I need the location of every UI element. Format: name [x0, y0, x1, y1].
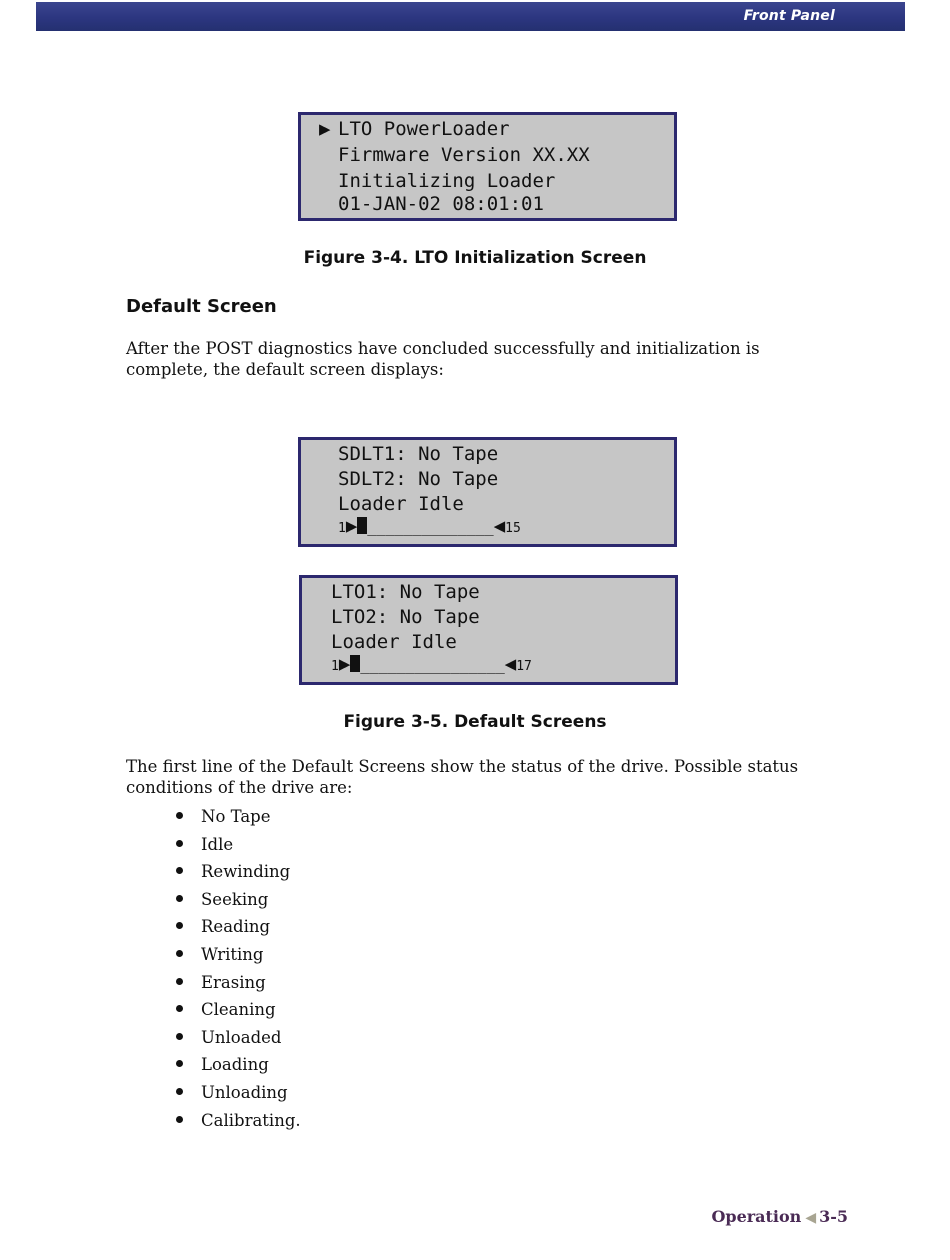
list-item: No Tape — [172, 806, 301, 834]
slot-start-number: 1 — [338, 521, 346, 536]
slot-cursor-block — [350, 655, 360, 672]
slot-end-number: 17 — [516, 659, 532, 674]
sdlt-slot-row — [338, 515, 521, 540]
bullet-icon — [176, 895, 183, 902]
section-heading: Default Screen — [126, 296, 277, 317]
bullet-icon — [176, 1033, 183, 1040]
section-title: Front Panel — [743, 8, 835, 24]
figure-3-5-caption: Figure 3-5. Default Screens — [343, 712, 607, 732]
slot-end-number: 15 — [505, 521, 521, 536]
lcd-sdlt-default-screen — [298, 437, 677, 547]
sdlt-line-3: Loader Idle — [338, 493, 464, 515]
lto-slot-row — [331, 653, 532, 678]
list-item: Unloading — [172, 1082, 301, 1110]
slot-track: ______________ — [367, 518, 494, 536]
footer-section: Operation — [711, 1207, 802, 1226]
list-item: Loading — [172, 1054, 301, 1082]
lcd-line-2: Firmware Version XX.XX — [338, 144, 590, 166]
list-item: Calibrating. — [172, 1110, 301, 1138]
page-number: 3-5 — [819, 1207, 848, 1226]
bullet-icon — [176, 867, 183, 874]
slot-track: ________________ — [360, 656, 505, 674]
cursor-arrow-icon: ▶ — [319, 118, 331, 140]
default-screen-intro: After the POST diagnostics have concluded successfully and initialization is complete, the default screen displays: — [126, 339, 760, 379]
bullet-icon — [176, 812, 183, 819]
figure-3-4-caption: Figure 3-4. LTO Initialization Screen — [303, 248, 647, 268]
lto-line-1: LTO1: No Tape — [331, 581, 480, 603]
right-arrow-icon: ▶ — [338, 653, 351, 675]
lto-line-2: LTO2: No Tape — [331, 606, 480, 628]
slot-cursor-block — [357, 517, 367, 534]
bullet-icon — [176, 950, 183, 957]
list-item: Unloaded — [172, 1027, 301, 1055]
header-band — [36, 2, 905, 31]
lto-line-3: Loader Idle — [331, 631, 457, 653]
bullet-icon — [176, 1116, 183, 1123]
list-item: Reading — [172, 916, 301, 944]
right-arrow-icon: ▶ — [345, 515, 358, 537]
status-list — [172, 806, 301, 1137]
lcd-initialization-screen — [298, 112, 677, 221]
list-item: Cleaning — [172, 999, 301, 1027]
list-item: Erasing — [172, 972, 301, 1000]
list-item: Rewinding — [172, 861, 301, 889]
bullet-icon — [176, 840, 183, 847]
status-intro: The first line of the Default Screens show the status of the drive. Possible status conditions of the drive are: — [126, 757, 799, 797]
lcd-line-4: 01-JAN-02 08:01:01 — [338, 193, 544, 215]
bullet-icon — [176, 922, 183, 929]
lcd-line-3: Initializing Loader — [338, 170, 556, 192]
lcd-lto-default-screen — [299, 575, 678, 685]
page-footer — [711, 1207, 848, 1226]
slot-start-number: 1 — [331, 659, 339, 674]
bullet-icon — [176, 1088, 183, 1095]
list-item: Seeking — [172, 889, 301, 917]
list-item: Writing — [172, 944, 301, 972]
left-arrow-icon: ◀ — [493, 515, 506, 537]
list-item: Idle — [172, 834, 301, 862]
sdlt-line-2: SDLT2: No Tape — [338, 468, 499, 490]
bullet-icon — [176, 978, 183, 985]
left-arrow-icon: ◀ — [504, 653, 517, 675]
lcd-line-1: LTO PowerLoader — [338, 118, 510, 140]
footer-triangle-icon: ◀ — [805, 1210, 817, 1226]
bullet-icon — [176, 1005, 183, 1012]
sdlt-line-1: SDLT1: No Tape — [338, 443, 499, 465]
bullet-icon — [176, 1060, 183, 1067]
